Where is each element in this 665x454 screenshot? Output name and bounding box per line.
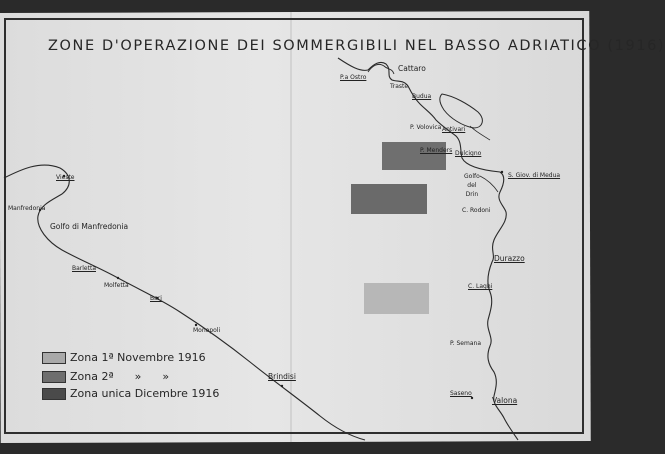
balkan-coastline: [338, 58, 518, 440]
label-durazzo: Durazzo: [494, 254, 525, 263]
label-p-ostro: P.a Ostro: [340, 74, 367, 81]
legend-swatch-zona-1: [42, 352, 66, 364]
legend-swatch-zona-unica: [42, 388, 66, 400]
dot-monopoli: [195, 324, 197, 326]
legend-item-zona-2: [42, 370, 169, 383]
label-vieste: Vieste: [56, 174, 75, 181]
label-traste: Traste: [390, 83, 409, 90]
label-barletta: Barletta: [72, 265, 96, 272]
label-molfetta: Molfetta: [104, 282, 129, 289]
zona-1-rect: [364, 283, 429, 314]
map-title: ZONE D'OPERAZIONE DEI SOMMERGIBILI NEL BASSO ADRIATICO (1916): [48, 38, 665, 54]
dot-barletta: [117, 277, 119, 279]
legend-item-zona-unica: [42, 387, 219, 400]
dot-brindisi: [281, 385, 283, 387]
label-bari: Bari: [150, 295, 162, 302]
label-saseno: Saseno: [450, 390, 472, 397]
legend-item-zona-1: [42, 351, 206, 364]
legend-label-zona-unica: Zona unica Dicembre 1916: [70, 387, 220, 400]
label-c-laghi: C. Laghi: [468, 283, 493, 290]
label-antivari: Antivari: [442, 126, 466, 133]
label-dulcigno: Dulcigno: [455, 150, 482, 157]
label-monopoli: Monopoli: [193, 327, 221, 334]
legend-label-zona-1: Zona 1ª Novembre 1916: [70, 351, 206, 364]
label-p-volovica: P. Volovica: [410, 124, 442, 131]
dot-saseno: [471, 397, 473, 399]
label-cattaro: Cattaro: [398, 64, 426, 73]
label-golfo-del-drin: Golfo del Drin: [464, 173, 480, 198]
label-brindisi: Brindisi: [268, 372, 296, 381]
label-p-semana: P. Semana: [450, 340, 481, 347]
label-manfredonia: Manfredonia: [8, 205, 46, 212]
label-valona: Valona: [492, 396, 518, 405]
river-drin: [480, 176, 498, 192]
label-p-menders: P. Menders: [420, 147, 453, 154]
label-golfo-di-manfredonia: Golfo di Manfredonia: [50, 222, 129, 231]
label-c-rodoni: C. Rodoni: [462, 207, 491, 214]
label-budua: Budua: [412, 93, 432, 100]
dot-medua: [501, 171, 503, 173]
zona-2-south-rect: [351, 184, 427, 214]
legend-swatch-zona-2: [42, 371, 66, 383]
label-s-giov-medua: S. Giov. di Medua: [508, 172, 561, 179]
lake-scutari: [440, 94, 483, 128]
legend-label-zona-2: Zona 2ª » »: [70, 370, 170, 383]
